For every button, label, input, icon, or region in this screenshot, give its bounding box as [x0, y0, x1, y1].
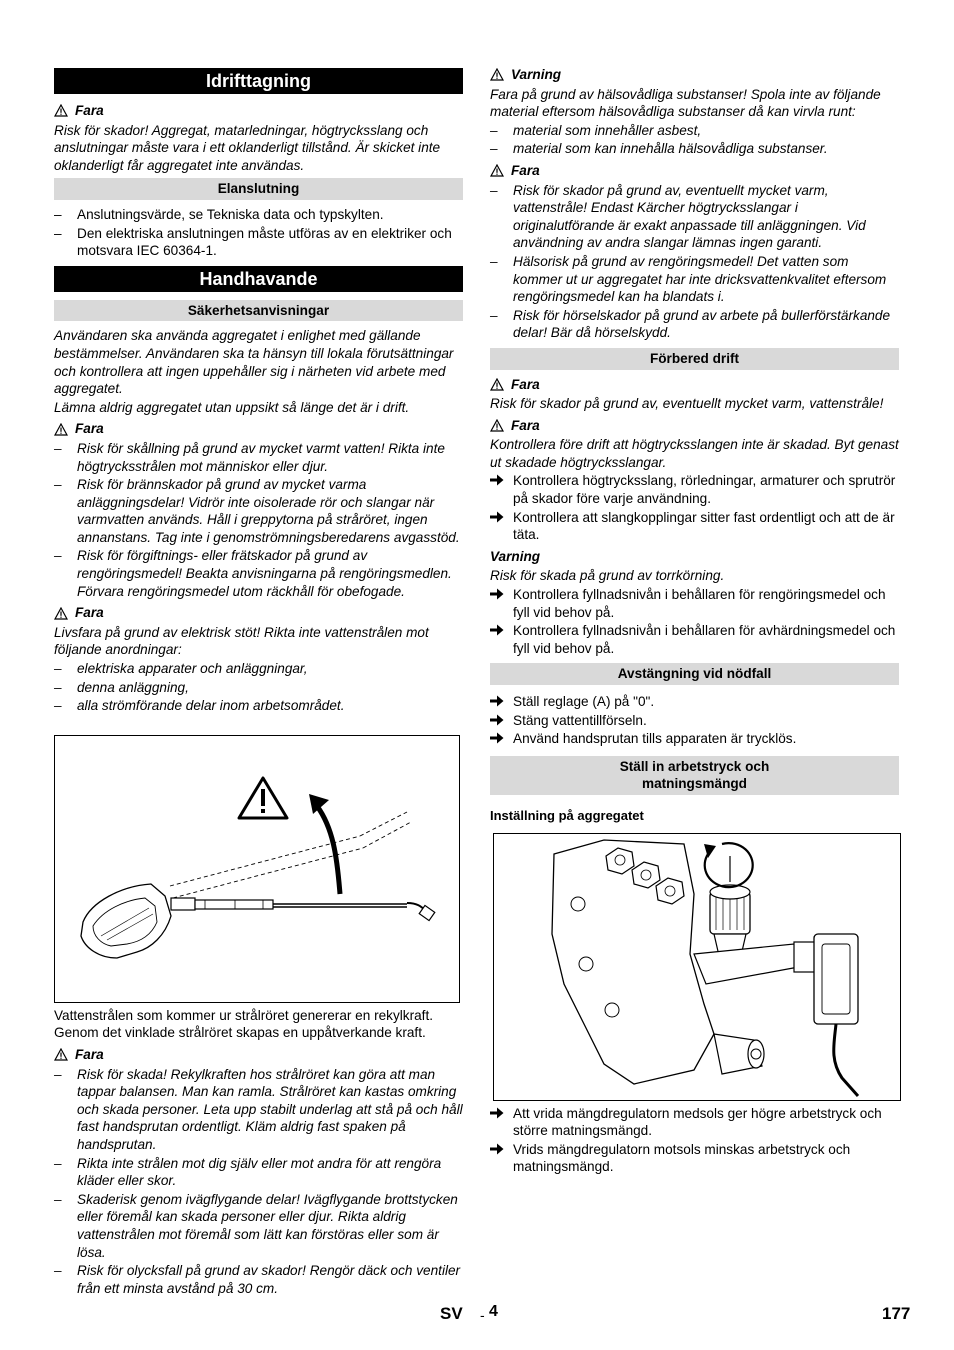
step-text: Kontrollera fyllnadsnivån i behållaren för rengöringsmedel och fyll vid behov på. [513, 587, 886, 620]
safety-paragraph: Användaren ska använda aggregatet i enlighet med gällande bestämmelser. Användaren ska ta hänsyn till lokala förutsättningar och kontrollera att ingen uppehåller sig i närheten vid arbete med aggregatet. [54, 328, 454, 397]
list-item: – Den elektriska anslutningen måste utföras av en elektriker och motsvara IEC 60364-1. [54, 225, 463, 260]
step-item [490, 586, 899, 621]
fara-heading [490, 417, 899, 435]
step-item [490, 622, 899, 657]
fara-text: Risk för skador! Aggregat, matarledningar, högtrycksslang och anslutningar måste vara i ett oklanderligt tillstånd. Är skicket inte oklanderligt får aggregatet inte användas. [54, 122, 441, 173]
heading-line: Ställ in arbetstryck och [619, 758, 770, 774]
warning-triangle-icon [490, 378, 504, 391]
step-text: Kontrollera att slangkopplingar sitter fast ordentligt och att de är täta. [513, 509, 895, 543]
footer-sub-page: 4 [489, 1303, 498, 1320]
arrow-right-icon [490, 511, 504, 523]
fara-heading [54, 1046, 463, 1064]
fara-list [54, 1066, 463, 1298]
step-item [490, 712, 899, 730]
fara-text: Risk för skador på grund av, eventuellt mycket varm, vattenstråle! [490, 396, 884, 412]
varning-label: Varning [490, 548, 541, 564]
varning-heading [490, 66, 899, 84]
step-item [490, 693, 899, 711]
step-list [490, 693, 899, 748]
spray-gun-recoil-figure [54, 735, 460, 1003]
arrow-right-icon [490, 588, 504, 600]
step-item [490, 1141, 899, 1176]
right-column [490, 66, 899, 1178]
fara-label: Fara [511, 162, 540, 178]
step-item [490, 1105, 899, 1140]
list-item: – Risk för olycksfall på grund av skador! Rengör däck och ventiler från ett minsta avstånd på 30 cm. [54, 1262, 463, 1297]
varning-list [490, 122, 899, 158]
arrow-right-icon [490, 1143, 504, 1155]
subsection-heading-forbered-drift: Förbered drift [490, 348, 899, 370]
step-list [490, 586, 899, 657]
varning-text: Fara på grund av hälsovådliga substanser! Spola inte av följande material eftersom hälsovådliga substanser då kan virvla runt: [490, 86, 881, 120]
list-item: – denna anläggning, [54, 679, 463, 697]
safety-paragraph: Lämna aldrig aggregatet utan uppsikt så länge det är i drift. [54, 399, 410, 415]
fara-label: Fara [75, 605, 104, 621]
fara-heading [490, 162, 899, 180]
subsection-heading-sakerhet: Säkerhetsanvisningar [54, 300, 463, 322]
warning-triangle-icon [54, 1048, 68, 1061]
subsection-heading-elanslutning: Elanslutning [54, 178, 463, 200]
fara-text: Livsfara på grund av elektrisk stöt! Rikta inte vattenstrålen mot följande anordningar: [54, 624, 429, 658]
fara-heading [490, 376, 899, 394]
fara-label: Fara [75, 1047, 104, 1062]
recoil-paragraph: Vattenstrålen som kommer ur strålröret genererar en rekylkraft. Genom det vinklade strålröret skapas en uppåtverkande kraft. [54, 1007, 433, 1041]
list-item: – Risk för skada! Rekylkraften hos strålröret kan göra att man tappar balansen. Man kan ramla. Strålröret kan kastas omkring och skada personer. Leta upp stabilt underlag att stå på och håll fast handsprutan ordentligt. Kläm aldrig fast spaken på handsprutan. [54, 1066, 463, 1154]
list-item: – Anslutningsvärde, se Tekniska data och typskylten. [54, 206, 463, 224]
fara-heading [54, 604, 463, 622]
list-item: – Skaderisk genom ivägflygande delar! Ivägflygande brottstycken eller föremål kan skada personer eller djur. Rikta aldrig vattenstrålen mot föremål som lätt kan förstöras eller som är lösa. [54, 1191, 463, 1261]
fara-heading [54, 420, 463, 438]
step-text: Stäng vattentillförseln. [513, 712, 647, 728]
elanslutning-list [54, 206, 463, 260]
warning-triangle-icon [54, 423, 68, 436]
warning-triangle-icon [490, 164, 504, 177]
list-item: – Risk för förgiftnings- eller frätskador på grund av rengöringsmedel! Beakta anvisningarna på rengöringsmedlen. Förvara rengöringsmedel utom räckhåll för obefogade. [54, 547, 463, 600]
fara-list [490, 182, 899, 342]
step-item [490, 472, 899, 507]
fara-label: Fara [511, 376, 540, 392]
footer-page-number: 177 [882, 1304, 911, 1323]
warning-triangle-icon [54, 607, 68, 620]
warning-triangle-icon [54, 104, 68, 117]
varning-heading [490, 548, 899, 566]
varning-text: Risk för skada på grund av torrkörning. [490, 568, 725, 584]
subsection-heading-avstangning: Avstängning vid nödfall [490, 663, 899, 685]
footer-dash: - [480, 1307, 485, 1323]
step-item [490, 509, 899, 544]
step-item [490, 730, 899, 748]
list-item: – Rikta inte strålen mot dig själv eller mot andra för att rengöra kläder eller skor. [54, 1155, 463, 1190]
section-heading-handhavande: Handhavande [54, 266, 463, 292]
warning-triangle-icon [490, 419, 504, 432]
pump-regulator-illustration [494, 834, 900, 1100]
arrow-right-icon [490, 474, 504, 486]
list-item: – material som kan innehålla hälsovådliga substanser. [490, 140, 899, 158]
list-item: – material som innehåller asbest, [490, 122, 899, 140]
arrow-right-icon [490, 1107, 504, 1119]
fara-label: Fara [75, 103, 104, 118]
step-text: Använd handsprutan tills apparaten är trycklös. [513, 731, 797, 747]
subheading-installning: Inställning på aggregatet [490, 807, 644, 823]
fara-heading [54, 102, 463, 120]
section-heading-idrifttagning: Idrifttagning [54, 68, 463, 94]
list-item: – Risk för brännskador på grund av mycket varma anläggningsdelar! Vidrör inte oisolerade rör och slangar när varmvatten används. Håll i greppytorna på stråröret, ingen annanstans. Tag inte i genomströmningsberedarens avgasstöd. [54, 476, 463, 546]
fara-label: Fara [75, 421, 104, 437]
footer-language: SV [440, 1304, 463, 1323]
list-item: – Risk för skållning på grund av mycket varmt vatten! Rikta inte högtrycksstrålen mot människor eller djur. [54, 440, 463, 475]
heading-line: matningsmängd [642, 776, 747, 792]
fara-list [54, 660, 463, 715]
fara-label: Fara [511, 417, 540, 433]
list-item: – Hälsorisk på grund av rengöringsmedel! Det vatten som kommer ut ur aggregatet har inte dricksvattenkvalitet eftersom rengöringsmedel kan ha blandats i. [490, 253, 899, 306]
list-item: – Risk för skador på grund av, eventuellt mycket varm, vattenstråle! Endast Kärcher högtrycksslangar i originalutförande är exakt anpassade till anläggningen. Vid användning av andra slangar lämnas ingen garanti. [490, 182, 899, 252]
fara-text: Kontrollera före drift att högtrycksslangen inte är skadad. Byt genast ut skadade högtrycksslangar. [490, 437, 899, 470]
arrow-right-icon [490, 624, 504, 636]
step-text: Vrids mängdregulatorn motsols minskas arbetstryck och matningsmängd. [513, 1141, 851, 1175]
fara-list [54, 440, 463, 600]
step-text: Kontrollera fyllnadsnivån i behållaren för avhärdningsmedel och fyll vid behov på. [513, 623, 896, 656]
step-text: Att vrida mängdregulatorn medsols ger högre arbetstryck och större matningsmängd. [513, 1105, 882, 1139]
varning-label: Varning [511, 67, 562, 82]
arrow-right-icon [490, 695, 504, 707]
list-item: – alla strömförande delar inom arbetsområdet. [54, 697, 463, 715]
subsection-heading-stall-in-arbetstryck [490, 756, 899, 795]
pump-regulator-figure [493, 833, 901, 1101]
step-text: Kontrollera högtrycksslang, rörledningar, armaturer och sprutrör på skador före varje användning. [513, 473, 896, 507]
step-text: Ställ reglage (A) på "0". [513, 694, 655, 709]
arrow-right-icon [490, 732, 504, 744]
list-item: – elektriska apparater och anläggningar, [54, 660, 463, 678]
arrow-right-icon [490, 714, 504, 726]
spray-gun-recoil-illustration [55, 736, 459, 1002]
step-list [490, 1105, 899, 1176]
step-list [490, 472, 899, 543]
left-column [54, 66, 463, 1299]
warning-triangle-icon [490, 68, 504, 81]
list-item: – Risk för hörselskador på grund av arbete på bullerförstärkande delar! Bär då hörselskydd. [490, 307, 899, 342]
